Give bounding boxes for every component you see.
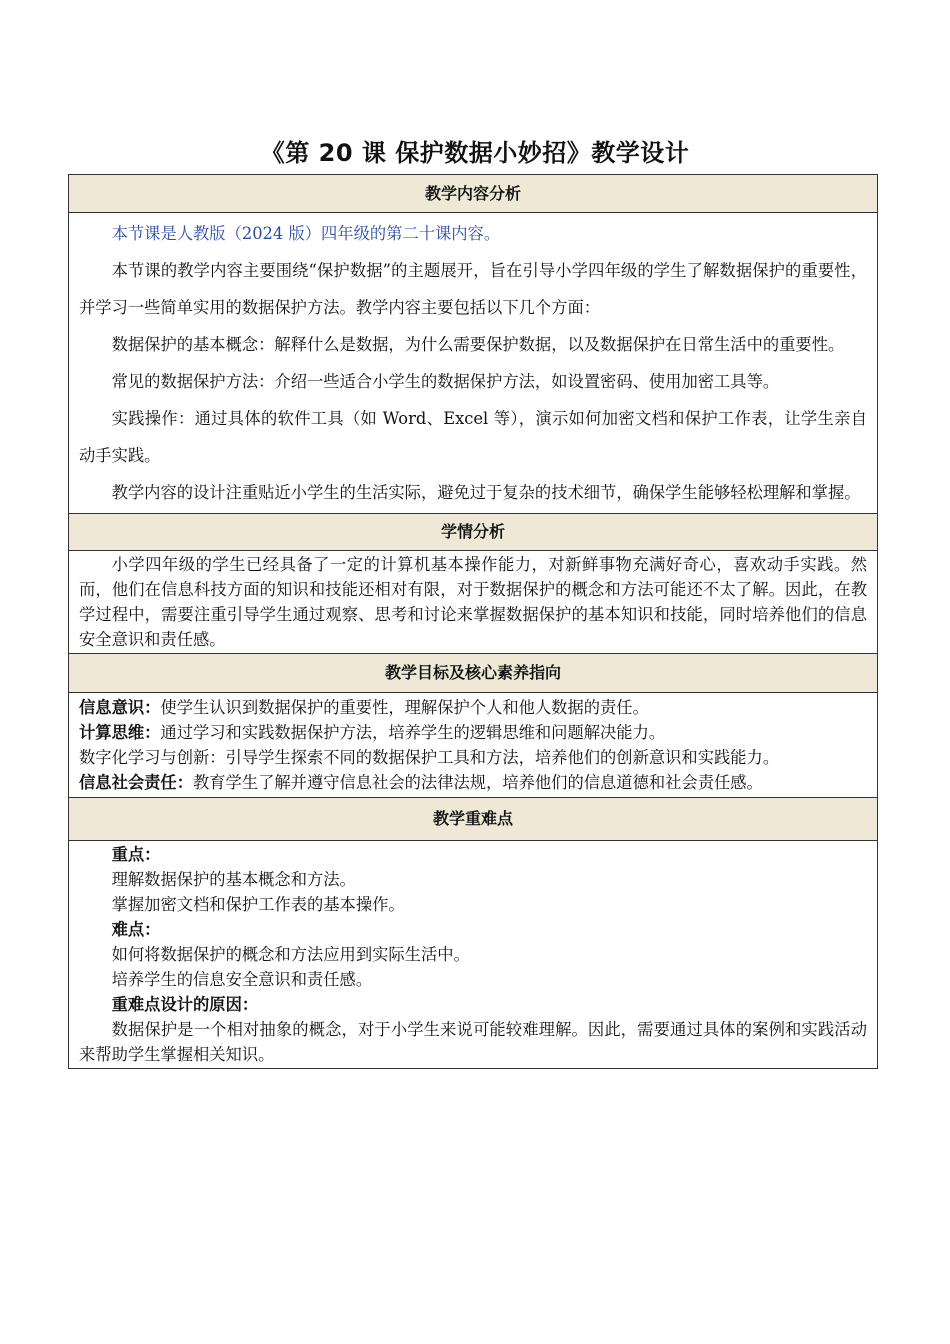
paragraph: 常见的数据保护方法：介绍一些适合小学生的数据保护方法，如设置密码、使用加密工具等。 bbox=[111, 372, 780, 391]
paragraph: 教学内容的设计注重贴近小学生的生活实际，避免过于复杂的技术细节，确保学生能够轻松理解和掌握。 bbox=[111, 483, 861, 502]
section-heading-keypoints: 教学重难点 bbox=[69, 798, 877, 841]
paragraph: 小学四年级的学生已经具备了一定的计算机基本操作能力，对新鲜事物充满好奇心，喜欢动手实践。然而，他们在信息科技方面的知识和技能还相对有限，对于数据保护的概念和方法可能还不太了解。因此，在教学过程中，需要注重引导学生通过观察、思考和讨论来掌握数据保护的基本知识和技能，同时培养他们的信息安全意识和责任感。 bbox=[79, 555, 867, 649]
goal-item bbox=[69, 695, 877, 720]
section-body-learner bbox=[69, 551, 877, 654]
goal-text: 使学生认识到数据保护的重要性，理解保护个人和他人数据的责任。 bbox=[160, 698, 649, 717]
section-body-content bbox=[69, 213, 877, 514]
difficulty-item: 如何将数据保护的概念和方法应用到实际生活中。 bbox=[111, 945, 470, 964]
difficulty-label: 难点： bbox=[111, 920, 161, 939]
paragraph: 实践操作：通过具体的软件工具（如 Word、Excel 等），演示如何加密文档和保护工作表，让学生亲自动手实践。 bbox=[79, 409, 867, 465]
goal-item bbox=[69, 770, 877, 795]
key-item: 掌握加密文档和保护工作表的基本操作。 bbox=[111, 895, 405, 914]
lesson-plan-table bbox=[68, 174, 878, 1069]
key-item: 理解数据保护的基本概念和方法。 bbox=[111, 870, 356, 889]
difficulty-item: 培养学生的信息安全意识和责任感。 bbox=[111, 970, 373, 989]
section-heading-learner: 学情分析 bbox=[69, 514, 877, 551]
key-label: 重点： bbox=[111, 845, 161, 864]
paragraph: 本节课是人教版（2024 版）四年级的第二十课内容。 bbox=[111, 224, 501, 243]
goal-text: 数字化学习与创新：引导学生探索不同的数据保护工具和方法，培养他们的创新意识和实践能力。 bbox=[79, 748, 780, 767]
section-heading-goals: 教学目标及核心素养指向 bbox=[69, 654, 877, 693]
goal-label: 信息社会责任： bbox=[79, 773, 193, 792]
reason-label: 重难点设计的原因： bbox=[111, 995, 259, 1014]
section-body-keypoints bbox=[69, 841, 877, 1068]
section-body-goals bbox=[69, 693, 877, 798]
goal-label: 计算思维： bbox=[79, 723, 161, 742]
goal-item bbox=[69, 745, 877, 770]
document-title: 《第 20 课 保护数据小妙招》教学设计 bbox=[260, 139, 690, 167]
goal-item bbox=[69, 720, 877, 745]
paragraph: 本节课的教学内容主要围绕“保护数据”的主题展开，旨在引导小学四年级的学生了解数据保护的重要性，并学习一些简单实用的数据保护方法。教学内容主要包括以下几个方面： bbox=[79, 261, 867, 317]
section-heading-content: 教学内容分析 bbox=[69, 175, 877, 213]
reason-text: 数据保护是一个相对抽象的概念，对于小学生来说可能较难理解。因此，需要通过具体的案例和实践活动来帮助学生掌握相关知识。 bbox=[79, 1020, 867, 1064]
paragraph: 数据保护的基本概念：解释什么是数据，为什么需要保护数据，以及数据保护在日常生活中的重要性。 bbox=[111, 335, 845, 354]
goal-text: 通过学习和实践数据保护方法，培养学生的逻辑思维和问题解决能力。 bbox=[160, 723, 666, 742]
goal-label: 信息意识： bbox=[79, 698, 161, 717]
goal-text: 教育学生了解并遵守信息社会的法律法规，培养他们的信息道德和社会责任感。 bbox=[192, 773, 763, 792]
